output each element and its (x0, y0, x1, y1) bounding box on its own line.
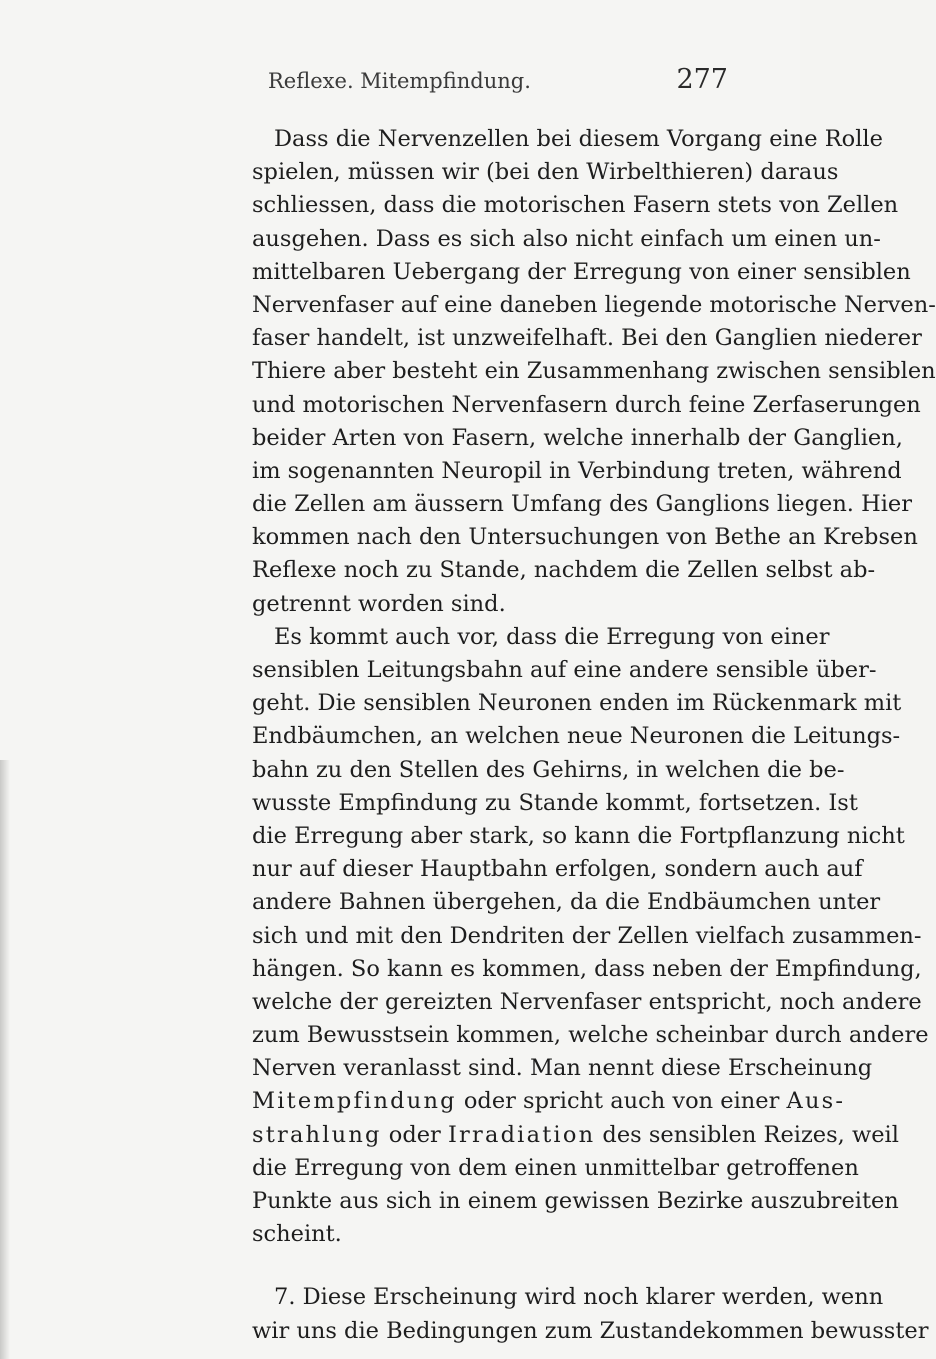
text-run: oder (381, 1121, 448, 1148)
text-line: Punkte aus sich in einem gewissen Bezirke auszubreiten (252, 1188, 899, 1214)
paragraph-3 (252, 1281, 929, 1347)
paragraph-gap (252, 1251, 722, 1281)
text-line: welche der gereizten Nervenfaser entspricht, noch andere (252, 988, 922, 1015)
text-line: wir uns die Bedingungen zum Zustandekommen bewusster (252, 1317, 929, 1344)
text-line: faser handelt, ist unzweifelhaft. Bei den Ganglien niederer (252, 325, 922, 352)
text-line: und motorischen Nervenfasern durch feine Zerfaserungen (252, 391, 921, 418)
text-line: wusste Empfindung zu Stande kommt, fortsetzen. Ist (252, 789, 858, 816)
text-line: beider Arten von Fasern, welche innerhalb der Ganglien, (252, 424, 903, 451)
page-number: 277 (676, 64, 728, 95)
text-line: ausgehen. Dass es sich also nicht einfach um einen un- (252, 225, 881, 252)
text-line: scheint. (252, 1221, 342, 1248)
running-head (268, 64, 728, 98)
text-line: zum Bewusstsein kommen, welche scheinbar durch andere (252, 1022, 929, 1049)
paragraph-2 (252, 621, 929, 1252)
text-line: spielen, müssen wir (bei den Wirbelthieren) daraus (252, 159, 839, 186)
text-line: getrennt worden sind. (252, 590, 506, 617)
text-line: 7. Diese Erscheinung wird noch klarer werden, wenn (274, 1284, 884, 1311)
paragraph-1 (252, 123, 936, 621)
term-irradiation: Irradiation (447, 1121, 596, 1148)
text-line: die Zellen am äussern Umfang des Ganglions liegen. Hier (252, 491, 913, 518)
text-line (252, 1085, 846, 1118)
text-line: bahn zu den Stellen des Gehirns, in welchen die be- (252, 756, 845, 783)
body-text (252, 123, 936, 1348)
text-line: hängen. So kann es kommen, dass neben der Empfindung, (252, 955, 922, 982)
text-line: kommen nach den Untersuchungen von Bethe an Krebsen (252, 524, 918, 551)
text-line: Thiere aber besteht ein Zusammenhang zwischen sensiblen (252, 358, 936, 385)
text-line: sensiblen Leitungsbahn auf eine andere sensible über- (252, 657, 877, 683)
text-run: des sensiblen Reizes, weil (595, 1121, 899, 1148)
text-line: andere Bahnen übergehen, da die Endbäumchen unter (252, 889, 881, 916)
text-line: die Erregung aber stark, so kann die Fortpflanzung nicht (252, 822, 905, 849)
text-line: Endbäumchen, an welchen neue Neuronen die Leitungs- (252, 723, 901, 750)
page-edge-shadow (0, 760, 10, 1359)
text-line: Nerven veranlasst sind. Man nennt diese Erscheinung (252, 1055, 873, 1082)
text-line: mittelbaren Uebergang der Erregung von einer sensiblen (252, 258, 911, 285)
text-run: oder spricht auch von einer (456, 1088, 787, 1115)
text-line: schliessen, dass die motorischen Fasern stets von Zellen (252, 192, 899, 219)
term-ausstrahlung-start: Aus- (786, 1088, 846, 1115)
text-line: Reflexe noch zu Stande, nachdem die Zellen selbst ab- (252, 557, 876, 584)
text-line: Nervenfaser auf eine daneben liegende motorische Nerven- (252, 291, 936, 318)
running-head-title: Reflexe. Mitempfindung. (268, 69, 531, 93)
text-line: Dass die Nervenzellen bei diesem Vorgang eine Rolle (274, 126, 883, 152)
text-line: geht. Die sensiblen Neuronen enden im Rückenmark mit (252, 690, 902, 717)
text-line: im sogenannten Neuropil in Verbindung treten, während (252, 457, 902, 484)
text-line (252, 1119, 899, 1152)
text-line: nur auf dieser Hauptbahn erfolgen, sondern auch auf (252, 856, 863, 883)
text-line: die Erregung von dem einen unmittelbar getroffenen (252, 1154, 859, 1181)
text-line: sich und mit den Dendriten der Zellen vielfach zusammen- (252, 922, 922, 949)
text-line: Es kommt auch vor, dass die Erregung von einer (274, 623, 830, 650)
term-ausstrahlung-end: strahlung (252, 1121, 382, 1148)
term-mitempfindung: Mitempfindung (252, 1088, 457, 1115)
